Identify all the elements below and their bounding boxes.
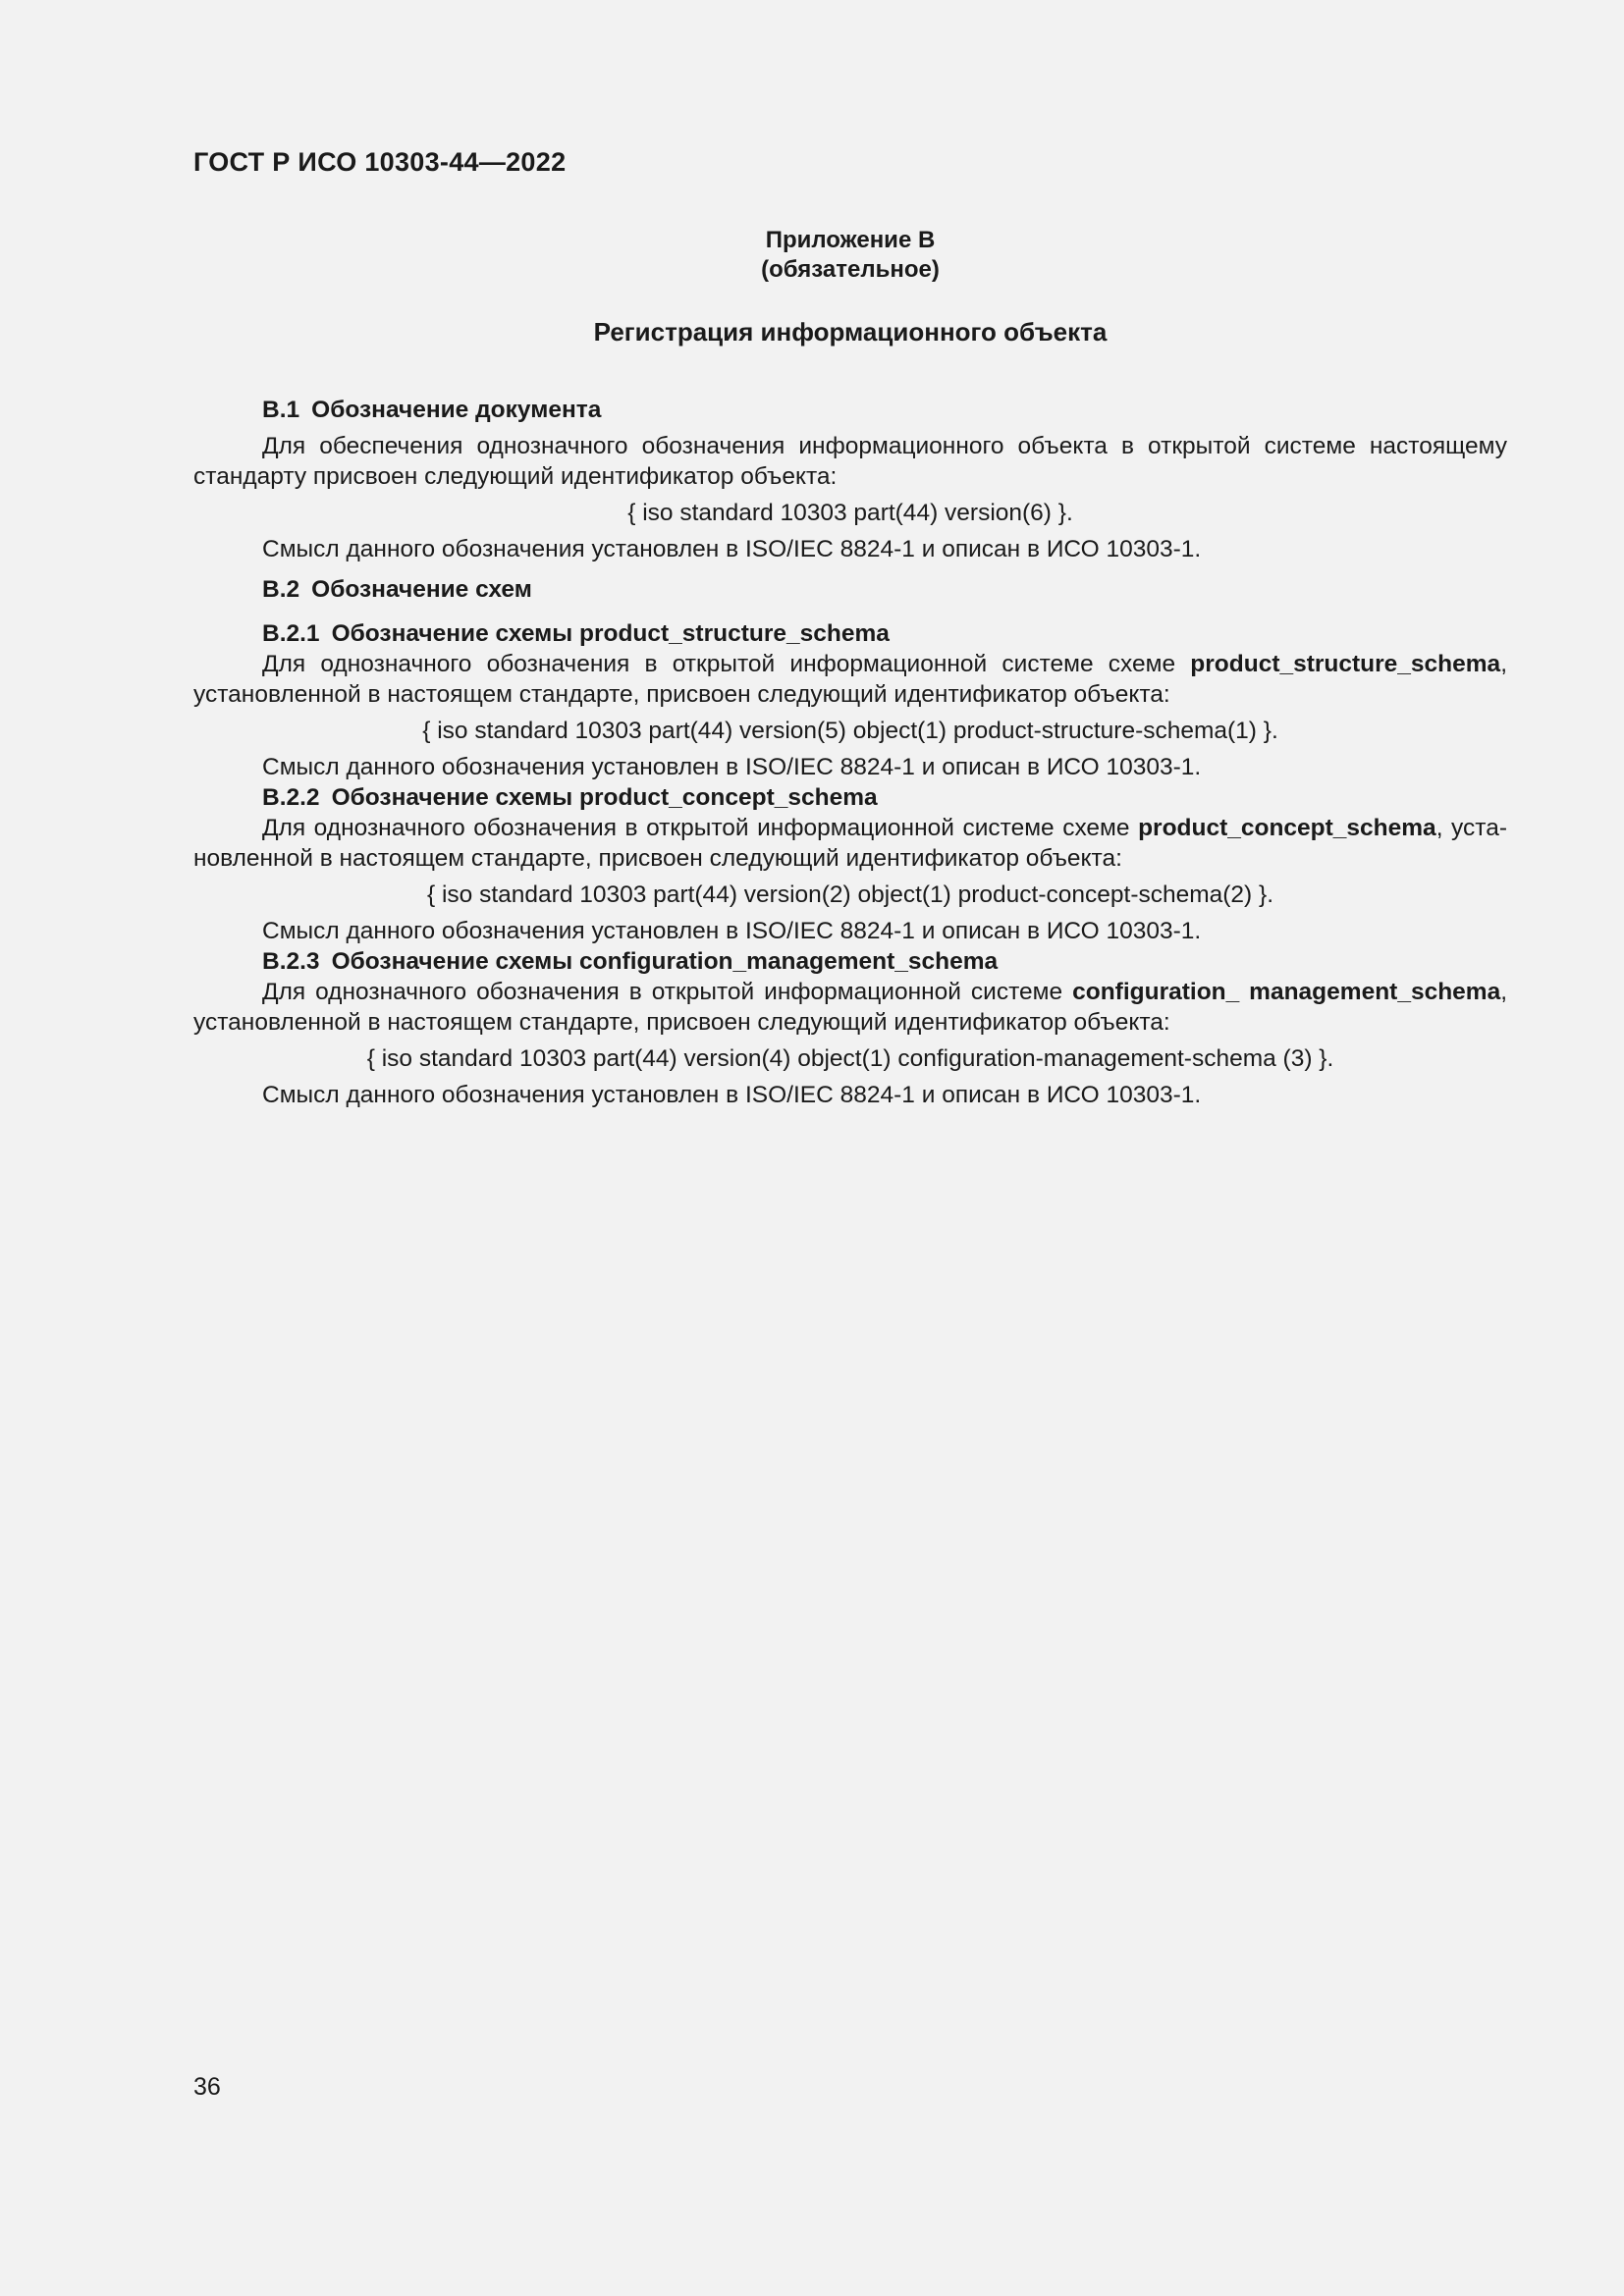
appendix-label: Приложение В [765, 227, 936, 253]
section-b23-paragraph [193, 977, 1507, 1038]
page-number: 36 [193, 2073, 221, 2101]
schema-name: product_concept_schema [1138, 815, 1436, 841]
section-number: В.1 [262, 397, 300, 423]
schema-name: configuration_ management_schema [1072, 979, 1501, 1005]
paragraph-text: Для однозначного обозначения в открытой информационной системе схеме [262, 651, 1191, 677]
section-b1-identifier: { iso standard 10303 part(44) version(6) }. [627, 500, 1073, 526]
section-title: Обозначение схемы product_structure_schema [331, 620, 890, 647]
document-body [193, 395, 1507, 1110]
section-title: Обозначение схем [311, 576, 532, 603]
section-b23-identifier: { iso standard 10303 part(44) version(4) object(1) configuration-management-schema (3) }. [366, 1045, 1334, 1072]
section-number: В.2 [262, 576, 300, 603]
section-b22-meaning: Смысл данного обозначения установлен в ISO/IEC 8824-1 и описан в ИСО 10303-1. [262, 918, 1202, 944]
paragraph-text: Для однозначного обозначения в открытой информационной системе схеме [262, 815, 1139, 841]
paragraph-text: Для однозначного обозначения в открытой информационной системе [262, 979, 1073, 1005]
schema-name: product_structure_schema [1190, 651, 1501, 677]
section-title: Обозначение схемы configuration_management_schema [331, 948, 999, 975]
section-b21-meaning: Смысл данного обозначения установлен в ISO/IEC 8824-1 и описан в ИСО 10303-1. [262, 754, 1202, 780]
section-b1-heading [193, 395, 1507, 425]
appendix-heading [193, 226, 1507, 285]
section-b21-heading [193, 618, 1507, 649]
paragraph-text: , установленной в настоящем стандарте, присвоен следующий идентификатор объекта: [193, 815, 1507, 872]
section-b2-heading [193, 574, 1507, 605]
section-b23-heading [193, 946, 1507, 977]
section-b22-heading [193, 782, 1507, 813]
paragraph-text: , установленной в настоящем стандарте, присвоен следующий идентификатор объекта: [193, 651, 1507, 708]
section-b21-paragraph [193, 649, 1507, 710]
section-number: В.2.2 [262, 784, 320, 811]
section-title: Обозначение документа [311, 397, 602, 423]
appendix-status: (обязательное) [761, 256, 940, 283]
paragraph-text: , установленной в настоящем стандарте, присвоен следующий идентификатор объекта: [193, 979, 1508, 1036]
section-title: Обозначение схемы product_concept_schema [331, 784, 878, 811]
document-page [193, 0, 1507, 2296]
section-b23-meaning: Смысл данного обозначения установлен в ISO/IEC 8824-1 и описан в ИСО 10303-1. [262, 1082, 1202, 1108]
section-b1-paragraph: Для обеспечения однозначного обозначения информационного объекта в открытой системе настоящему стандарту присвоен следующий идентификатор объекта: [193, 433, 1507, 490]
section-b21-identifier: { iso standard 10303 part(44) version(5) object(1) product-structure-schema(1) }. [422, 718, 1278, 744]
document-code: ГОСТ Р ИСО 10303-44—2022 [193, 147, 567, 177]
section-b22-identifier: { iso standard 10303 part(44) version(2) object(1) product-concept-schema(2) }. [426, 881, 1274, 908]
section-number: В.2.3 [262, 948, 320, 975]
section-b22-paragraph [193, 813, 1507, 874]
appendix-title: Регистрация информационного объекта [593, 317, 1108, 347]
section-b1-meaning: Смысл данного обозначения установлен в ISO/IEC 8824-1 и описан в ИСО 10303-1. [262, 536, 1202, 562]
section-number: В.2.1 [262, 620, 320, 647]
